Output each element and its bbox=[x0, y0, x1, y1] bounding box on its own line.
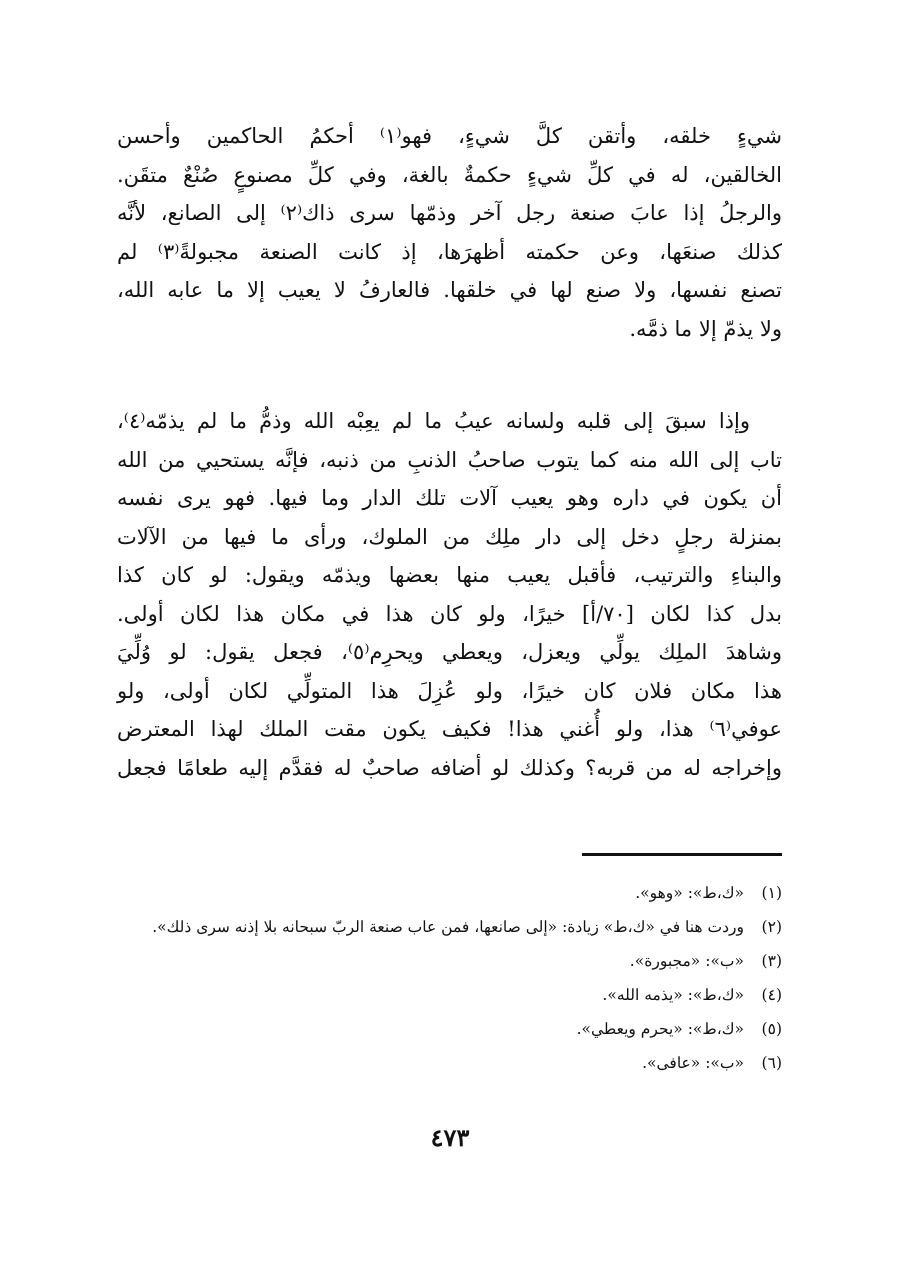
footnote-text: «ب»: «عافى». bbox=[642, 1054, 744, 1072]
text-line: تصنع نفسها، ولا صنع لها في خلقها. فالعارفُ لا يعيب إلا ما عابه الله، bbox=[117, 278, 782, 302]
text-line: كذلك صنعَها، وعن حكمته أظهرَها، إذ كانت الصنعة مجبولةً⁽٣⁾ لم bbox=[117, 239, 782, 264]
footnote-number: (٥) bbox=[761, 1020, 782, 1038]
footnote-text: وردت هنا في «ك،ط» زيادة: «إلى صانعها، فمن عاب صنعة الربّ سبحانه بلا إذنه سرى ذلك». bbox=[152, 918, 744, 936]
page-number: ٤٧٣ bbox=[430, 1123, 470, 1152]
text-line: ولا يذمّ إلا ما ذمَّه. bbox=[629, 316, 782, 341]
text-line: وإخراجه له من قربه؟ وكذلك لو أضافه صاحبٌ له فقدَّم إليه طعامًا فجعل bbox=[117, 755, 782, 780]
footnote-item bbox=[117, 910, 782, 944]
footnote-item bbox=[117, 876, 782, 910]
footnote-item bbox=[117, 1046, 782, 1080]
text-line: الخالقين، له في كلِّ شيءٍ حكمةٌ بالغة، وفي كلِّ مصنوعٍ صُنْعٌ متقَن. bbox=[117, 162, 782, 187]
footnote-number: (١) bbox=[761, 884, 782, 902]
text-line: بدل كذا لكان [٧٠/أ] خيرًا، ولو كان هذا في مكان هذا لكان أولى. bbox=[117, 601, 783, 626]
text-line: أن يكون في داره وهو يعيب آلات تلك الدار وما فيها. فهو يرى نفسه bbox=[117, 486, 782, 510]
footnote-separator bbox=[582, 853, 782, 856]
footnote-text: «ك،ط»: «يحرم ويعطي». bbox=[576, 1020, 744, 1038]
text-line: وشاهدَ الملِك يولِّي ويعزل، ويعطي ويحرِم⁽٥⁾، فجعل يقول: لو وُلِّيَ bbox=[117, 640, 782, 664]
text-line: والرجلُ إذا عابَ صنعة رجل آخر وذمّها سرى ذاك⁽٢⁾ إلى الصانع، لأنَّه bbox=[117, 201, 782, 225]
text-line: عوفي⁽٦⁾ هذا، ولو أُغني هذا! فكيف يكون مقت الملك لهذا المعترض bbox=[117, 717, 782, 741]
footnote-number: (٢) bbox=[761, 918, 782, 936]
footnote-number: (٣) bbox=[761, 952, 782, 970]
footnote-item bbox=[117, 978, 782, 1012]
footnote-item bbox=[117, 944, 782, 978]
footnote-number: (٦) bbox=[761, 1054, 782, 1072]
footnote-text: «ب»: «مجبورة». bbox=[629, 952, 744, 970]
text-line: هذا مكان فلان كان خيرًا، ولو عُزِلَ هذا المتولِّي لكان أولى، ولو bbox=[117, 678, 782, 703]
text-line: تاب إلى الله منه كما يتوب صاحبُ الذنبِ من ذنبه، فإنَّه يستحيي من الله bbox=[117, 447, 782, 472]
footnote-text: «ك،ط»: «يذمه الله». bbox=[602, 986, 744, 1004]
paragraph-2 bbox=[117, 402, 782, 787]
text-line: وإذا سبقَ إلى قلبه ولسانه عيبُ ما لم يعِبْه الله وذمُّ ما لم يذمّه⁽٤⁾، bbox=[117, 409, 750, 433]
footnote-number: (٤) bbox=[761, 986, 782, 1004]
footnotes bbox=[117, 876, 782, 1080]
paragraph-1 bbox=[117, 117, 782, 348]
footnote-item bbox=[117, 1012, 782, 1046]
footnote-text: «ك،ط»: «وهو». bbox=[635, 884, 744, 902]
text-line: والبناءِ والترتيب، فأقبل يعيب منها بعضها ويذمّه ويقول: لو كان كذا bbox=[117, 563, 782, 587]
text-line: بمنزلة رجلٍ دخل إلى دار ملِك من الملوك، ورأى ما فيها من الآلات bbox=[117, 524, 782, 549]
text-line: شيءٍ خلقه، وأتقن كلَّ شيءٍ، فهو⁽١⁾ أحكمُ الحاكمين وأحسن bbox=[117, 124, 782, 148]
